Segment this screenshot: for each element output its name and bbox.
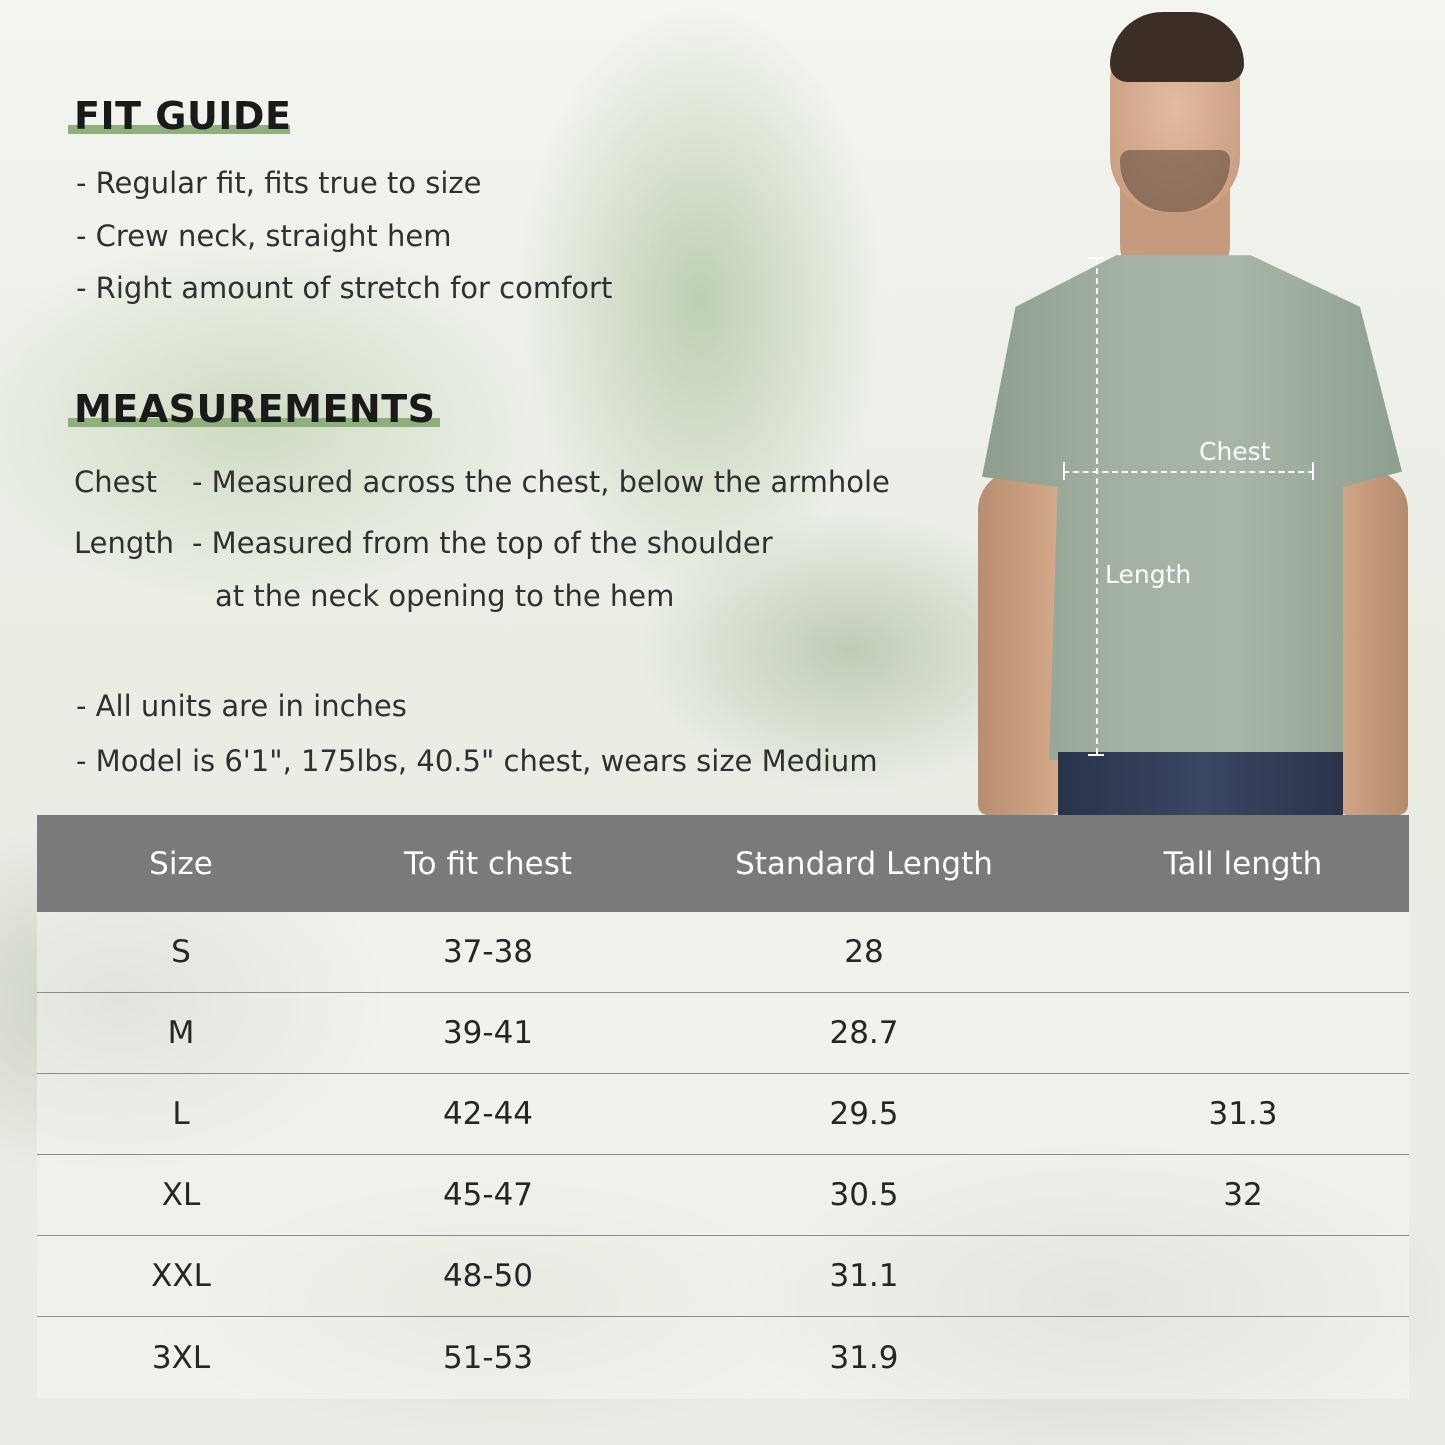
length-tick-bottom [1088, 754, 1104, 756]
header-tall-length: Tall length [1163, 845, 1323, 882]
cell-tall-length [1077, 993, 1409, 1073]
cell-chest: 45-47 [442, 1177, 534, 1213]
cell-chest: 42-44 [442, 1096, 534, 1132]
header-size: Size [149, 845, 213, 882]
model-note: - Model is 6'1", 175lbs, 40.5" chest, wears size Medium [76, 744, 878, 778]
length-term: Length [74, 526, 175, 560]
fit-guide-title: FIT GUIDE [74, 94, 292, 138]
chest-term: Chest [74, 465, 157, 499]
table-row [37, 1317, 1409, 1399]
cell-size: S [171, 934, 191, 970]
cell-chest: 39-41 [442, 1015, 534, 1051]
cell-tall-length: 31.3 [1208, 1096, 1278, 1132]
model-hair [1110, 12, 1244, 82]
model-jeans [1058, 752, 1343, 815]
cell-standard-length: 28 [844, 934, 884, 970]
length-callout: Length [1105, 560, 1192, 589]
chest-tick-right [1312, 462, 1314, 480]
chest-tick-left [1063, 462, 1065, 480]
cell-standard-length: 31.1 [829, 1258, 899, 1294]
table-header-row [37, 815, 1409, 912]
length-description-cont: at the neck opening to the hem [215, 579, 675, 613]
chest-description: - Measured across the chest, below the armhole [192, 465, 890, 499]
length-tick-top [1088, 257, 1104, 259]
cell-tall-length [1077, 1236, 1409, 1316]
size-chart-table [37, 815, 1409, 1397]
measurements-title: MEASUREMENTS [74, 387, 436, 431]
table-body [37, 912, 1409, 1399]
cell-size: XXL [151, 1258, 211, 1294]
cell-size: L [172, 1096, 190, 1132]
fit-point: - Regular fit, fits true to size [76, 166, 482, 200]
cell-chest: 51-53 [442, 1340, 534, 1376]
cell-standard-length: 31.9 [829, 1340, 899, 1376]
model-left-arm [978, 470, 1060, 815]
cell-standard-length: 28.7 [829, 1015, 899, 1051]
units-note: - All units are in inches [76, 689, 407, 723]
cell-tall-length: 32 [1223, 1177, 1263, 1213]
table-row [37, 1236, 1409, 1317]
table-row [37, 912, 1409, 993]
length-measure-line [1096, 258, 1098, 754]
cell-chest: 48-50 [442, 1258, 534, 1294]
cell-size: XL [161, 1177, 201, 1213]
cell-chest: 37-38 [442, 934, 534, 970]
cell-tall-length [1077, 1317, 1409, 1399]
length-description: - Measured from the top of the shoulder [192, 526, 773, 560]
cell-size: M [167, 1015, 195, 1051]
table-row [37, 993, 1409, 1074]
table-row [37, 1155, 1409, 1236]
chest-measure-line [1063, 471, 1314, 473]
header-chest: To fit chest [403, 845, 573, 882]
cell-size: 3XL [151, 1340, 211, 1376]
cell-standard-length: 30.5 [829, 1177, 899, 1213]
table-row [37, 1074, 1409, 1155]
fit-point: - Right amount of stretch for comfort [76, 271, 613, 305]
model-photo [970, 0, 1445, 815]
chest-callout: Chest [1199, 437, 1271, 466]
model-right-arm [1338, 470, 1408, 815]
cell-standard-length: 29.5 [829, 1096, 899, 1132]
cell-tall-length [1077, 912, 1409, 992]
fit-point: - Crew neck, straight hem [76, 219, 452, 253]
header-standard-length: Standard Length [735, 845, 993, 882]
